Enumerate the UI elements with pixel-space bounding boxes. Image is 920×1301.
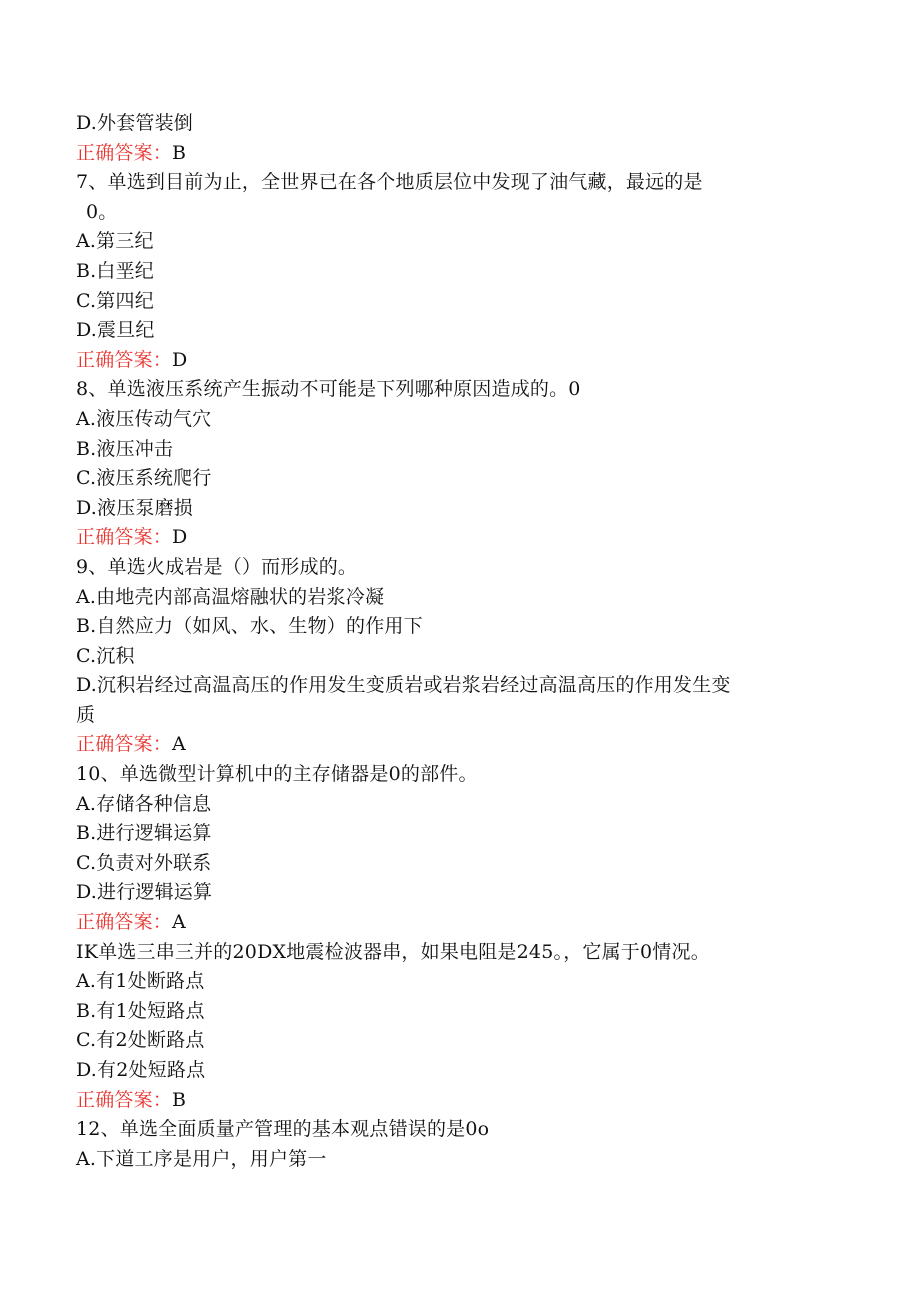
option-text: A.下道工序是用户，用户第一 bbox=[76, 1147, 327, 1170]
answer-value: A bbox=[172, 911, 186, 934]
option-text: A.有1处断路点 bbox=[76, 970, 205, 993]
option-text: C.液压系统爬行 bbox=[76, 467, 212, 490]
answer-label: 正确答案： bbox=[76, 141, 173, 164]
option-text: D.沉积岩经过高温高压的作用发生变质岩或岩浆岩经过高温高压的作用发生变 bbox=[76, 674, 731, 697]
option-text: D.有2处短路点 bbox=[76, 1059, 206, 1081]
answer-value: D bbox=[172, 526, 188, 549]
option-text: A.第三纪 bbox=[76, 230, 154, 253]
answer-label: 正确答案： bbox=[76, 348, 173, 371]
option-text: C.有2处断路点 bbox=[76, 1029, 205, 1052]
correct-answer-line bbox=[76, 139, 856, 169]
correct-answer-line bbox=[76, 346, 856, 376]
option-text: D.进行逻辑运算 bbox=[76, 881, 213, 904]
correct-answer-line bbox=[76, 908, 856, 938]
option-text: C.负责对外联系 bbox=[76, 851, 212, 874]
option-text: A.存储各种信息 bbox=[76, 792, 212, 815]
answer-label: 正确答案： bbox=[76, 526, 173, 549]
question-text-continued: 0。 bbox=[86, 200, 118, 223]
option-text: A.由地壳内部高温熔融状的岩浆冷凝 bbox=[76, 585, 385, 608]
correct-answer-line bbox=[76, 523, 856, 553]
question-text: 9、单选火成岩是（）而形成的。 bbox=[76, 555, 358, 578]
option-text: C.第四纪 bbox=[76, 289, 154, 312]
option-text: B.液压冲击 bbox=[76, 437, 174, 460]
option-text: D.震旦纪 bbox=[76, 319, 155, 342]
document-page bbox=[76, 109, 856, 1174]
option-text: B.有1处短路点 bbox=[76, 999, 205, 1022]
answer-label: 正确答案： bbox=[76, 733, 173, 756]
option-text: A.液压传动气穴 bbox=[76, 407, 212, 430]
option-text: B.白垩纪 bbox=[76, 259, 155, 282]
question-text: IK单选三串三并的20DX地震检波器串，如果电阻是245。，它属于0情况。 bbox=[76, 940, 710, 963]
question-text: 10、单选微型计算机中的主存储器是0的部件。 bbox=[76, 763, 478, 786]
answer-label: 正确答案： bbox=[76, 1088, 173, 1111]
question-text: 12、单选全面质量产管理的基本观点错误的是0o bbox=[76, 1118, 490, 1141]
correct-answer-line bbox=[76, 1086, 856, 1116]
option-text: B.自然应力（如风、水、生物）的作用下 bbox=[76, 615, 423, 638]
option-text: C.沉积 bbox=[76, 644, 135, 667]
answer-value: B bbox=[172, 1088, 187, 1111]
correct-answer-line bbox=[76, 730, 856, 760]
question-text: 8、单选液压系统产生振动不可能是下列哪种原因造成的。0 bbox=[76, 378, 581, 401]
option-text: B.进行逻辑运算 bbox=[76, 822, 212, 845]
answer-value: D bbox=[172, 348, 188, 371]
option-text-continued: 质 bbox=[76, 703, 96, 726]
answer-value: A bbox=[172, 733, 186, 756]
answer-label: 正确答案： bbox=[76, 911, 173, 934]
question-text: 7、单选到目前为止，全世界已在各个地质层位中发现了油气藏，最远的是 bbox=[76, 171, 703, 194]
option-text: D.外套管装倒 bbox=[76, 112, 193, 134]
option-text: D.液压泵磨损 bbox=[76, 496, 193, 519]
answer-value: B bbox=[172, 141, 187, 164]
